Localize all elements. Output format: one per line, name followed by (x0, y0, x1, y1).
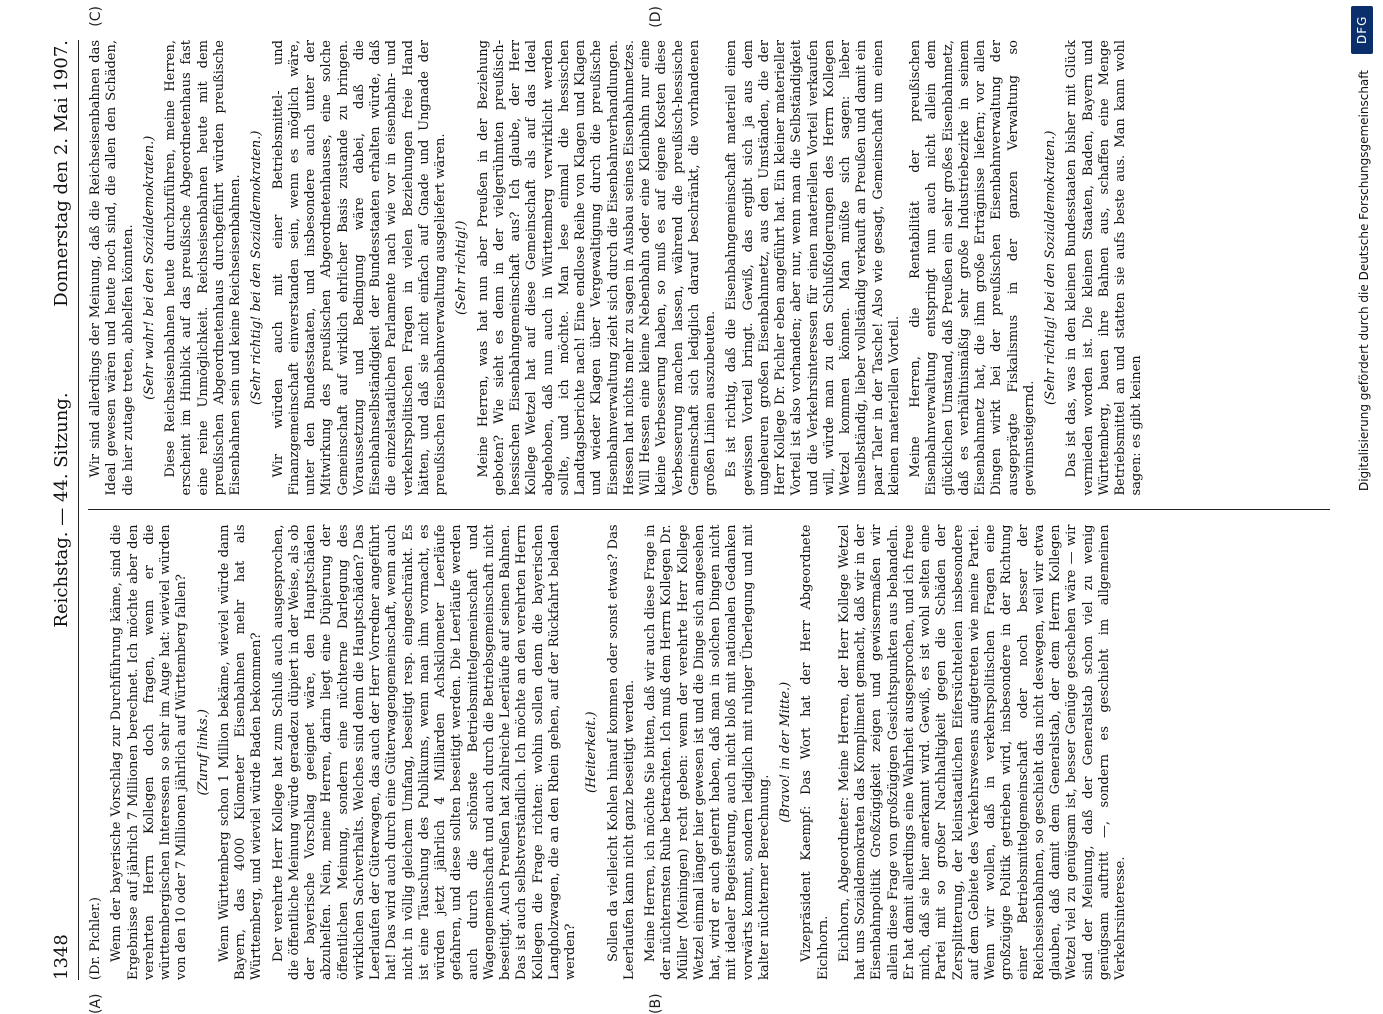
interjection: (Heiterkeit.) (584, 711, 600, 794)
paragraph: Der verehrte Herr Kollege hat zum Schluß auch ausgesprochen, die öffentliche Meinung würde geradezu düpiert in der Weise, als ob der bayerische Vorschlag geeignet wäre, den Hauptschäden abzuhelfen. Nein, meine Herren, darin liegt eine Düpierung der öffentlichen Meinung, sondern eine nüchterne Darlegung des wirklichen Sachverhalts. Welches sind denn die Hauptschäden? Das Leerlaufen der Güterwagen, das auch der Herr Vorredner angeführt hat! Das wird auch durch eine Güterwagengemeinschaft, wenn auch nicht in völlig gleichem Umfang, beseitigt resp. eingeschränkt. Es ist eine Täuschung des Publikums, wenn man ihm vormacht, es würden jetzt jährlich 4 Milliarden Achskilometer Leerläufe gefahren, und diese sollten beseitigt werden. Die Leerläufe werden auch durch die schönste Betriebsmittelgemeinschaft und Wagengemeinschaft und auch durch die Betriebsgemeinschaft nicht beseitigt. Auch Preußen hat zahlreiche Leerläufe auf seinen Bahnen. Das ist auch selbstverständlich. Ich möchte an den verehrten Herrn Kollegen die Frage richten: wohin sollen denn die bayerischen Langholzwagen, die an den Rhein gehen, auf der Rückfahrt beladen werden? (270, 524, 578, 980)
paragraph: Es ist richtig, daß die Eisenbahngemeinschaft materiell einen gewissen Vorteil bringt. Gewiß, das ergibt sich ja aus dem ungeheuren großen Eisenbahnnetz, aus den Umständen, die der Herr Kollege Dr. Pichler eben angeführt hat. Ein kleiner materieller Vorteil ist also vorhanden; aber nur, wenn man die Selbständigkeit und die Verkehrsinteressen für einen materiellen Vorteil verkaufen will, würde man zu den Schlußfolgerungen des Herrn Kollegen Wetzel kommen können. Man müßte sich sagen: lieber unselbständig, lieber vollständig verkauft an Preußen und damit ein paar Taler in der Tasche! Also wie gesagt, Gemeinschaft um einen kleinen materiellen Vorteil. (724, 40, 902, 496)
right-column (88, 6, 1330, 496)
paragraph: Vizepräsident Kaempf: Das Wort hat der Herr Abgeordnete Eichhorn. (799, 524, 831, 980)
digitization-caption: Digitalisierung gefördert durch die Deutsche Forschungsgemeinschaft (1357, 70, 1371, 492)
column-divider (88, 510, 1330, 511)
header-rule (78, 40, 79, 980)
paragraph: Wenn Württemberg schon 1 Million bekäme, wieviel würde dann Bayern, das 4000 Kilometer Eisenbahnen mehr hat als Württemberg, und wieviel würde Baden bekommen? (216, 524, 265, 980)
interjection: (Sehr richtig! bei den Sozialdemokraten.) (249, 130, 265, 405)
marker-b: (B) (648, 993, 664, 1014)
interjection: (Bravo! in der Mitte.) (778, 681, 793, 823)
paragraph: Meine Herren, was hat nun aber Preußen in der Beziehung geboten? Wie sieht es denn in der vielgerühmten preußisch-hessischen Eisenbahngemeinschaft aus? Ich glaube, der Herr Kollege Wetzel hat auf diese Gemeinschaft als auf das Ideal abgehoben, daß nun auch in Württemberg verwirklicht werden sollte, und ich möchte. Man lese einmal die hessischen Landtagsberichte nach! Eine endlose Reihe von Klagen und Klagen und wieder Klagen über Vergewaltigung durch die preußische Eisenbahnverwaltung zieht sich durch die Eisenbahnverhandlungen. Hessen hat nichts mehr zu sagen in Ausbau seines Eisenbahnnetzes. Will Hessen eine kleine Nebenbahn oder eine Kleinbahn nur eine kleine Verbesserung haben, so muß es auf eigene Kosten diese Verbesserung machen lassen, während die preußisch-hessische Gemeinschaft sich lediglich darauf beschränkt, die vorhandenen großen Linien auszubeuten. (475, 40, 718, 496)
paragraph: Sollen da vielleicht Kohlen hinauf kommen oder sonst etwas? Das Leerlaufen kann nicht ganz beseitigt werden. (605, 524, 637, 980)
digitization-credit (1345, 0, 1373, 1000)
interjection: (Zuruf links.) (195, 709, 211, 796)
interjection: (Sehr wahr! bei den Sozialdemokraten.) (141, 135, 157, 400)
session-date: Donnerstag den 2. Mai 1907. (51, 40, 72, 307)
text-columns (88, 6, 1330, 1014)
running-header (50, 40, 74, 980)
rotated-page (50, 6, 1330, 1014)
paragraph: Wir würden auch mit einer Betriebsmittel- und Finanzgemeinschaft einverstanden sein, wenn es möglich wäre, unter den Bundesstaaten, und insbesondere auch unter der Mitwirkung des preußischen Abgeordnetenhauses, eine solche Gemeinschaft auf wirklich ehrlicher Basis zustande zu bringen. Voraussetzung und Bedingung wäre dabei, daß die Eisenbahnselbständigkeit der Bundesstaaten erhalten würde, daß die einzelstaatlichen Parlamente nach wie vor in eisenbahn- und verkehrspolitischen Fragen in vielen Beziehungen freie Hand hätten, und daß sie nicht einfach auf Gnade und Ungnade der preußischen Eisenbahnverwaltung ausgeliefert wären. (270, 40, 448, 496)
paragraph: Wenn der bayerische Vorschlag zur Durchführung käme, sind die Ergebnisse auf jährlich 7 Millionen berechnet. Ich möchte aber den verehrten Herrn Kollegen doch fragen, wenn er die württembergischen Interessen so sehr im Auge hat: wieviel würden von den 10 oder 7 Millionen jährlich auf Württemberg fallen? (109, 524, 190, 980)
interjection: (Sehr richtig!) (454, 220, 470, 315)
paragraph: Diese Reichseisenbahnen heute durchzuführen, meine Herren, erscheint im Hinblick auf das preußische Abgeordnetenhaus fast eine reine Unmöglichkeit. Reichseisenbahnen heute mit dem preußischen Abgeordnetenhaus durchgeführt würden preußische Eisenbahnen sein und keine Reichseisenbahnen. (163, 40, 243, 496)
interjection: (Sehr richtig! bei den Sozialdemokraten.) (1043, 130, 1058, 405)
marker-c: (C) (88, 6, 104, 27)
paragraph: Das ist das, was in den kleinen Bundesstaaten bisher mit Glück vermieden worden ist. Die kleinen Staaten, Baden, Bayern und Württemberg, bauen ihre Bahnen aus, schaffen eine Menge Betriebsmittel an und statten sie aufs beste aus. Man kann wohl sagen: es gibt keinen (1064, 40, 1145, 496)
marker-a: (A) (88, 993, 104, 1014)
paragraph: Wir sind allerdings der Meinung, daß die Reichseisenbahnen das Ideal gewesen wären und heute noch sind, die allen den Schäden, die hier zutage treten, abhelfen könnten. (88, 40, 136, 496)
dfg-logo: DFG (1351, 6, 1373, 54)
paragraph: Eichhorn, Abgeordneter: Meine Herren, der Herr Kollege Wetzel hat uns Sozialdemokraten das Kompliment gemacht, daß wir in der Eisenbahnpolitik Großzügigkeit zeigen und gewissermaßen wir allein diese Frage von großzügigen Gesichtspunkten aus behandeln. Er hat damit allerdings eine Wahrheit ausgesprochen, und ich freue mich, daß sie hier anerkannt wird. Gewiß, es ist wohl selten eine Partei mit so großer Nachhaltigkeit gegen die Schäden der Zersplitterung, der kleinstaatlichen Eifersüchteleien insbesondere auf dem Gebiete des Verkehrswesens aufgetreten wie meine Partei. Wenn wir wollen, daß in verkehrspolitischen Fragen eine großzügige Politik getrieben wird, insbesondere in der Richtung einer Betriebsmittelgemeinschaft oder noch besser der Reichseisenbahnen, so geschieht das nicht deswegen, weil wir etwa glauben, daß damit dem Generalstab, der dem Herrn Kollegen Wetzel viel zu genügsam ist, besser Genüge geschehen wäre — wir sind der Meinung, daß der Generalstab schon viel zu wenig genügsam auftritt —, sondern es geschieht im allgemeinen Verkehrsinteresse. (836, 524, 1128, 980)
session-title: Reichstag. — 44. Sitzung. (51, 392, 72, 628)
paragraph: Meine Herren, ich möchte Sie bitten, daß wir auch diese Frage in der nüchternsten Ruhe betrachten. Ich muß dem Herrn Kollegen Dr. Müller (Meiningen) recht geben: wenn der verehrte Herr Kollege Wetzel einmal länger hier gewesen ist und die Dinge sich angesehen hat, wird er auch gelernt haben, daß man in solchen Dingen nicht mit idealer Begeisterung, auch nicht bloß mit nationalen Gedanken vorwärts kommt, sondern lediglich mit ruhiger Überlegung und mit kalter nüchterner Berechnung. (643, 524, 772, 980)
page-number: 1348 (51, 934, 72, 980)
speaker-top: (Dr. Pichler.) (88, 897, 103, 980)
paragraph: Meine Herren, die Rentabilität der preußischen Eisenbahnverwaltung entspringt nun auch nicht allein dem glücklichen Umstand, daß Preußen ein sehr großes Eisenbahnnetz, daß es verhältnismäßig sehr große Industriebezirke in seinem Eisenbahnnetz hat, die ihm große Erträgnisse liefern; vor allen Dingen wirkt bei der preußischen Eisenbahnverwaltung der ausgeprägte Fiskalismus in der ganzen Verwaltung so gewinnsteigernd. (908, 40, 1037, 496)
left-column (88, 524, 1330, 1014)
marker-d: (D) (648, 6, 664, 28)
